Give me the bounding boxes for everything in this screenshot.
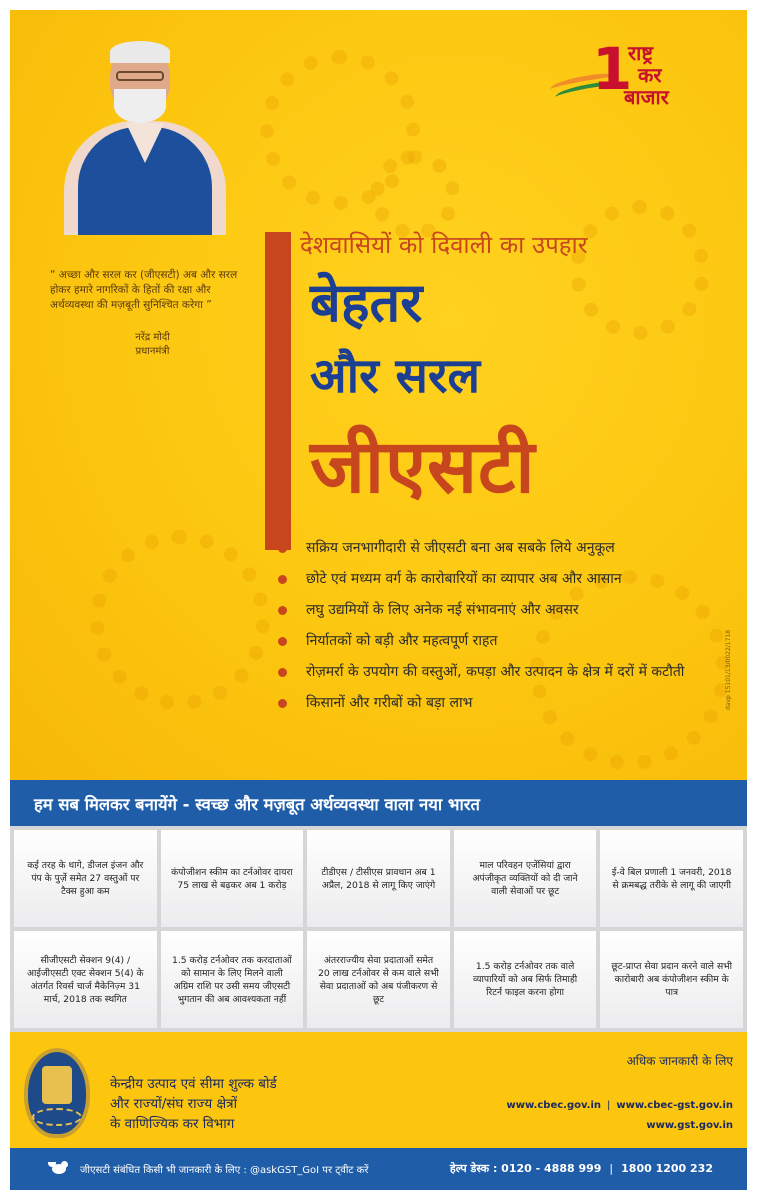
prime-minister-portrait bbox=[52, 35, 237, 235]
bullet-icon bbox=[278, 544, 287, 553]
list-item: निर्यातकों को बड़ी और महत्वपूर्ण राहत bbox=[270, 631, 730, 651]
gear-pattern bbox=[570, 200, 710, 340]
quote-author-title: प्रधानमंत्री bbox=[135, 346, 170, 357]
grid-cell: 1.5 करोड़ टर्नओवर तक वाले व्यापारियों को अब सिर्फ तिमाही रिटर्न फाइल करना होगा bbox=[454, 931, 597, 1028]
gst-advertisement bbox=[10, 10, 747, 1190]
quote-author: नरेंद्र मोदी bbox=[135, 332, 170, 343]
list-item: सक्रिय जनभागीदारी से जीएसटी बना अब सबके लिये अनुकूल bbox=[270, 538, 730, 558]
website-links: www.cbec.gov.in | www.cbec-gst.gov.in www.gst.gov.in bbox=[506, 1100, 733, 1131]
grid-cell: 1.5 करोड़ टर्नओवर तक करदाताओं को सामान के लिए मिलने वाली अग्रिम राशि पर उसी समय जीएसटी भुगतान की अब आवश्यकता नहीं bbox=[161, 931, 304, 1028]
grid-cell: अंतरराज्यीय सेवा प्रदाताओं समेत 20 लाख टर्नओवर से कम वाले सभी सेवा प्रदाताओं को अब पंजीकरण से छूट bbox=[307, 931, 450, 1028]
twitter-bar bbox=[10, 1148, 747, 1190]
list-item: छोटे एवं मध्यम वर्ग के कारोबारियों का व्यापार अब और आसान bbox=[270, 569, 730, 589]
gear-pattern bbox=[90, 530, 270, 710]
headline-better: बेहतर bbox=[310, 271, 423, 334]
bullet-icon bbox=[278, 575, 287, 584]
cbec-emblem-icon bbox=[24, 1048, 90, 1138]
helpdesk-tollfree: 1800 1200 232 bbox=[621, 1162, 713, 1175]
logo-word: कर bbox=[638, 63, 662, 87]
logo-numeral: 1 bbox=[592, 35, 633, 103]
bullet-icon bbox=[278, 606, 287, 615]
quote-text: “ अच्छा और सरल कर (जीएसटी) अब और सरल होकर हमारे नागरिकों के हितों की रक्षा और अर्थव्यवस्था की मज़बूती सुनिश्चित करेगा ” bbox=[50, 269, 238, 311]
poster-area bbox=[10, 10, 747, 780]
pm-quote bbox=[50, 268, 255, 359]
grid-cell: माल परिवहन एजेंसियां द्वारा अपंजीकृत व्यक्तियों को दी जाने वाली सेवाओं पर छूट bbox=[454, 830, 597, 927]
gear-pattern bbox=[370, 150, 460, 240]
twitter-bird-icon bbox=[48, 1160, 70, 1178]
grid-cell: कंपोजीशन स्कीम का टर्नओवर दायरा 75 लाख से बढ़कर अब 1 करोड़ bbox=[161, 830, 304, 927]
list-item: लघु उद्यमियों के लिए अनेक नई संभावनाएं और अवसर bbox=[270, 600, 730, 620]
reform-grid bbox=[10, 826, 747, 1032]
bullet-icon bbox=[278, 637, 287, 646]
bullet-icon bbox=[278, 668, 287, 677]
link-cbec[interactable]: www.cbec.gov.in bbox=[506, 1100, 602, 1111]
grid-cell: सीजीएसटी सेक्शन 9(4) / आईजीएसटी एक्ट सेक्शन 5(4) के अंतर्गत रिवर्स चार्ज मैकेनिज़्म 31 मार्च, 2018 तक स्थगित bbox=[14, 931, 157, 1028]
grid-cell: कई तरह के धागे, डीजल इंजन और पंप के पुर्ज़े समेत 27 वस्तुओं पर टैक्स हुआ कम bbox=[14, 830, 157, 927]
headline-bracket bbox=[265, 232, 291, 550]
link-gst[interactable]: www.gst.gov.in bbox=[646, 1120, 733, 1131]
davp-code: davp 15101/13/0022/1718 bbox=[725, 629, 732, 710]
twitter-text: जीएसटी संबंधित किसी भी जानकारी के लिए : @askGST_GoI पर ट्वीट करें bbox=[80, 1165, 369, 1176]
subheadline: देशवासियों को दिवाली का उपहार bbox=[300, 231, 588, 259]
bullet-icon bbox=[278, 699, 287, 708]
grid-cell: छूट-प्राप्त सेवा प्रदान करने वाले सभी कारोबारी अब कंपोजीशन स्कीम के पात्र bbox=[600, 931, 743, 1028]
headline-and-simpler: और सरल bbox=[310, 348, 481, 404]
benefits-list bbox=[270, 538, 730, 724]
helpdesk-number: हेल्प डेस्क : 0120 - 4888 999 bbox=[449, 1162, 602, 1175]
more-info-label: अधिक जानकारी के लिए bbox=[626, 1054, 733, 1068]
slogan-banner: हम सब मिलकर बनायेंगे - स्वच्छ और मज़बूत अर्थव्यवस्था वाला नया भारत bbox=[10, 780, 747, 826]
one-nation-one-tax-logo bbox=[550, 35, 725, 109]
department-name: केन्द्रीय उत्पाद एवं सीमा शुल्क बोर्ड और राज्यों/संघ राज्य क्षेत्रों के वाणिज्यिक कर विभाग bbox=[110, 1076, 277, 1132]
grid-cell: टीडीएस / टीसीएस प्रावधान अब 1 अप्रैल, 2018 से लागू किए जाएंगे bbox=[307, 830, 450, 927]
list-item: किसानों और गरीबों को बड़ा लाभ bbox=[270, 693, 730, 713]
helpdesk: हेल्प डेस्क : 0120 - 4888 999 | 1800 1200 232 bbox=[449, 1162, 713, 1175]
logo-word: राष्ट्र bbox=[628, 41, 654, 65]
logo-word: बाजार bbox=[624, 85, 669, 109]
headline-gst: जीएसटी bbox=[310, 424, 536, 510]
list-item: रोज़मर्रा के उपयोग की वस्तुओं, कपड़ा और उत्पादन के क्षेत्र में दरों में कटौती bbox=[270, 662, 730, 682]
link-cbec-gst[interactable]: www.cbec-gst.gov.in bbox=[616, 1100, 733, 1111]
grid-cell: ई-वे बिल प्रणाली 1 जनवरी, 2018 से क्रमबद्ध तरीके से लागू की जाएगी bbox=[600, 830, 743, 927]
